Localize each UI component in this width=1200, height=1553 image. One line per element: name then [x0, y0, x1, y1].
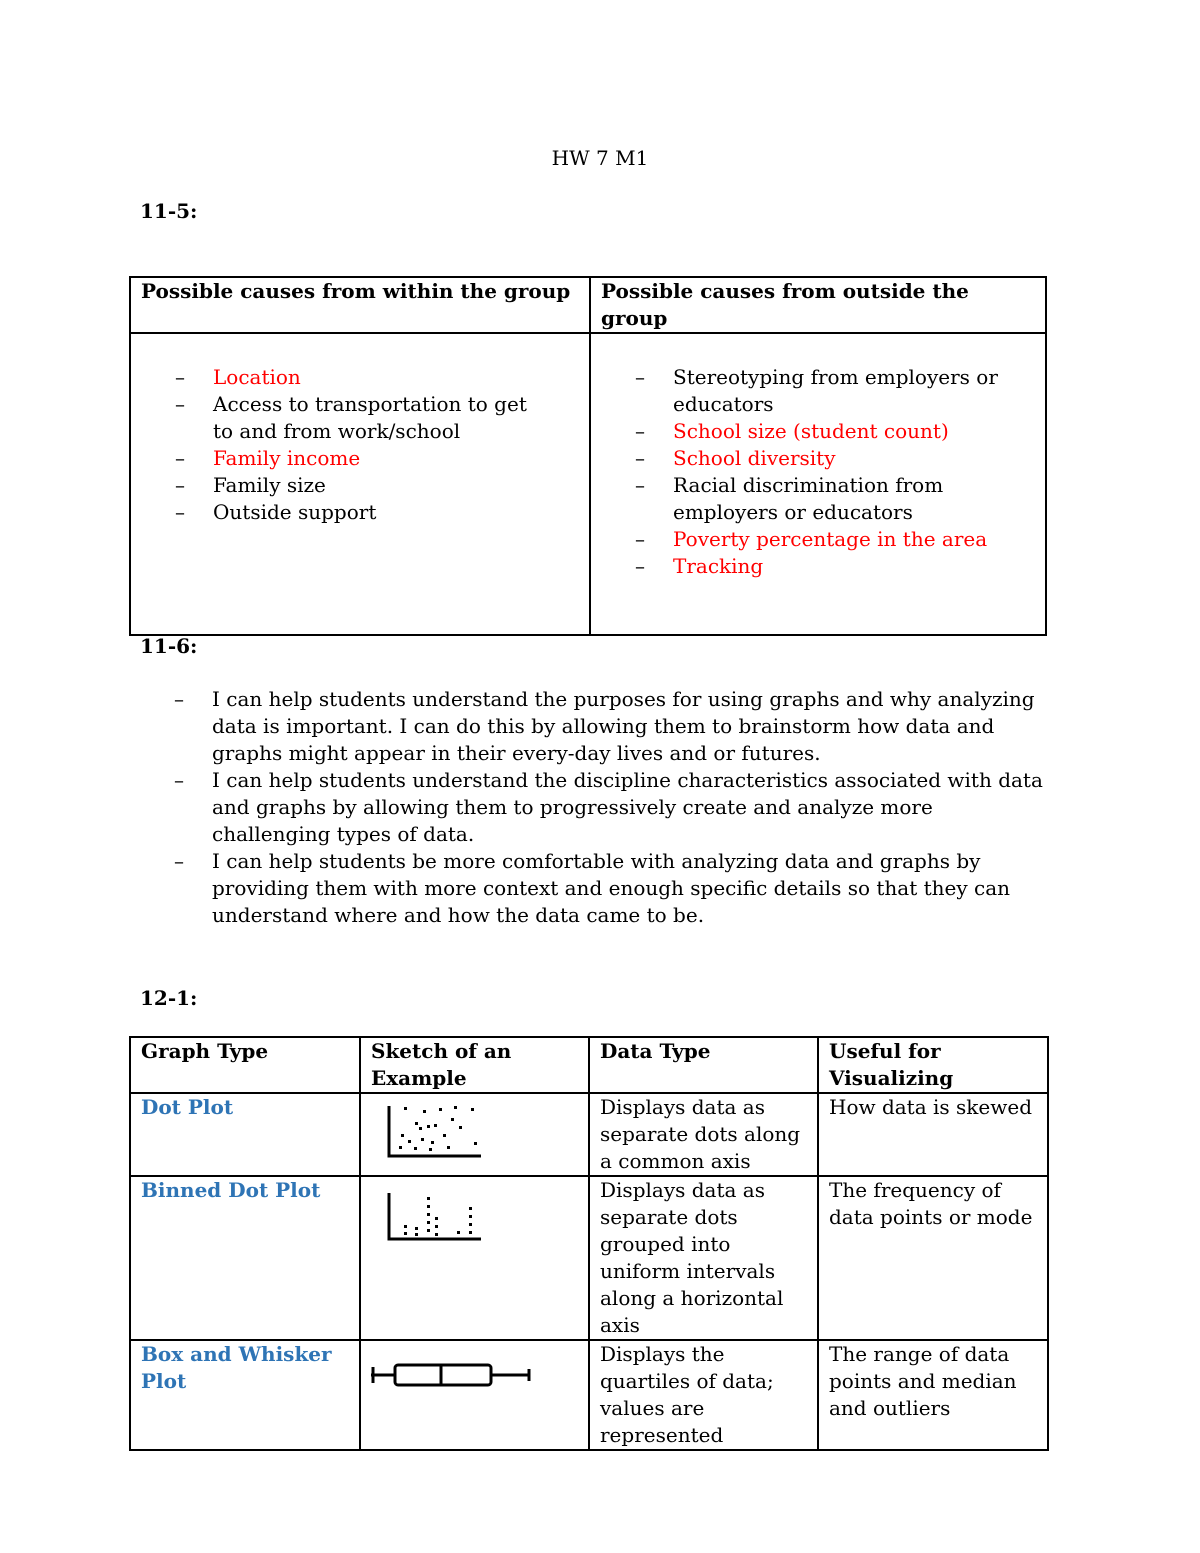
useful-cell: The frequency of data points or mode — [818, 1176, 1048, 1340]
section-heading-11-5: 11-5: — [140, 199, 198, 223]
list-item: – Family income — [175, 446, 361, 470]
list-item: – Tracking — [635, 554, 764, 578]
list-item: – Stereotyping from employers or educators — [635, 365, 998, 416]
list-item: – Access to transportation to get to and from work/school — [175, 392, 527, 443]
binned-dot-plot-sketch-icon — [371, 1177, 481, 1247]
list-item: – School size (student count) — [635, 419, 949, 443]
box-and-whisker-sketch-icon — [371, 1341, 536, 1401]
list-item: – Racial discrimination from employers or educators — [635, 473, 944, 524]
data-type-cell: Displays data as separate dots grouped into uniform intervals along a horizontal axis — [589, 1176, 818, 1340]
section-heading-12-1: 12-1: — [140, 986, 198, 1010]
graph-type-cell: Box and Whisker Plot — [130, 1340, 360, 1450]
header-useful-for: Useful for Visualizing — [818, 1037, 1048, 1093]
list-item: – Outside support — [175, 500, 377, 524]
table-row — [130, 1093, 1048, 1176]
list-item: – I can help students understand the purposes for using graphs and why analyzing data is important. I can do this by allowing them to brainstorm how data and graphs might appear in their every-day lives and or futures. — [174, 687, 1035, 765]
header-outside-group: Possible causes from outside the group — [590, 277, 1046, 333]
section-heading-11-6: 11-6: — [140, 634, 198, 658]
list-item: – Location — [175, 365, 301, 389]
sketch-cell — [360, 1093, 589, 1176]
graph-types-table — [129, 1036, 1049, 1451]
header-graph-type: Graph Type — [130, 1037, 360, 1093]
data-type-cell: Displays data as separate dots along a common axis — [589, 1093, 818, 1176]
outside-group-cell — [590, 333, 1046, 635]
list-item: – School diversity — [635, 446, 836, 470]
header-within-group: Possible causes from within the group — [130, 277, 590, 333]
within-group-cell — [130, 333, 590, 635]
table-row — [130, 1340, 1048, 1450]
dot-plot-sketch-icon — [371, 1094, 481, 1164]
header-data-type: Data Type — [589, 1037, 818, 1093]
list-item: – Family size — [175, 473, 326, 497]
data-type-cell: Displays the quartiles of data; values are represented — [589, 1340, 818, 1450]
list-item: – Poverty percentage in the area — [635, 527, 988, 551]
causes-table — [129, 276, 1047, 636]
table-row — [130, 1176, 1048, 1340]
document-title: HW 7 M1 — [551, 146, 649, 170]
list-item: – I can help students be more comfortable with analyzing data and graphs by providing them with more context and enough specific details so that they can understand where and how the data came to be. — [174, 849, 1011, 927]
useful-cell: How data is skewed — [818, 1093, 1048, 1176]
header-sketch: Sketch of an Example — [360, 1037, 589, 1093]
graph-type-cell: Dot Plot — [130, 1093, 360, 1176]
useful-cell: The range of data points and median and outliers — [818, 1340, 1048, 1450]
sketch-cell — [360, 1176, 589, 1340]
graph-type-cell: Binned Dot Plot — [130, 1176, 360, 1340]
strategies-list — [174, 686, 1054, 929]
list-item: – I can help students understand the discipline characteristics associated with data and graphs by allowing them to progressively create and analyze more challenging types of data. — [174, 768, 1043, 846]
sketch-cell — [360, 1340, 589, 1450]
